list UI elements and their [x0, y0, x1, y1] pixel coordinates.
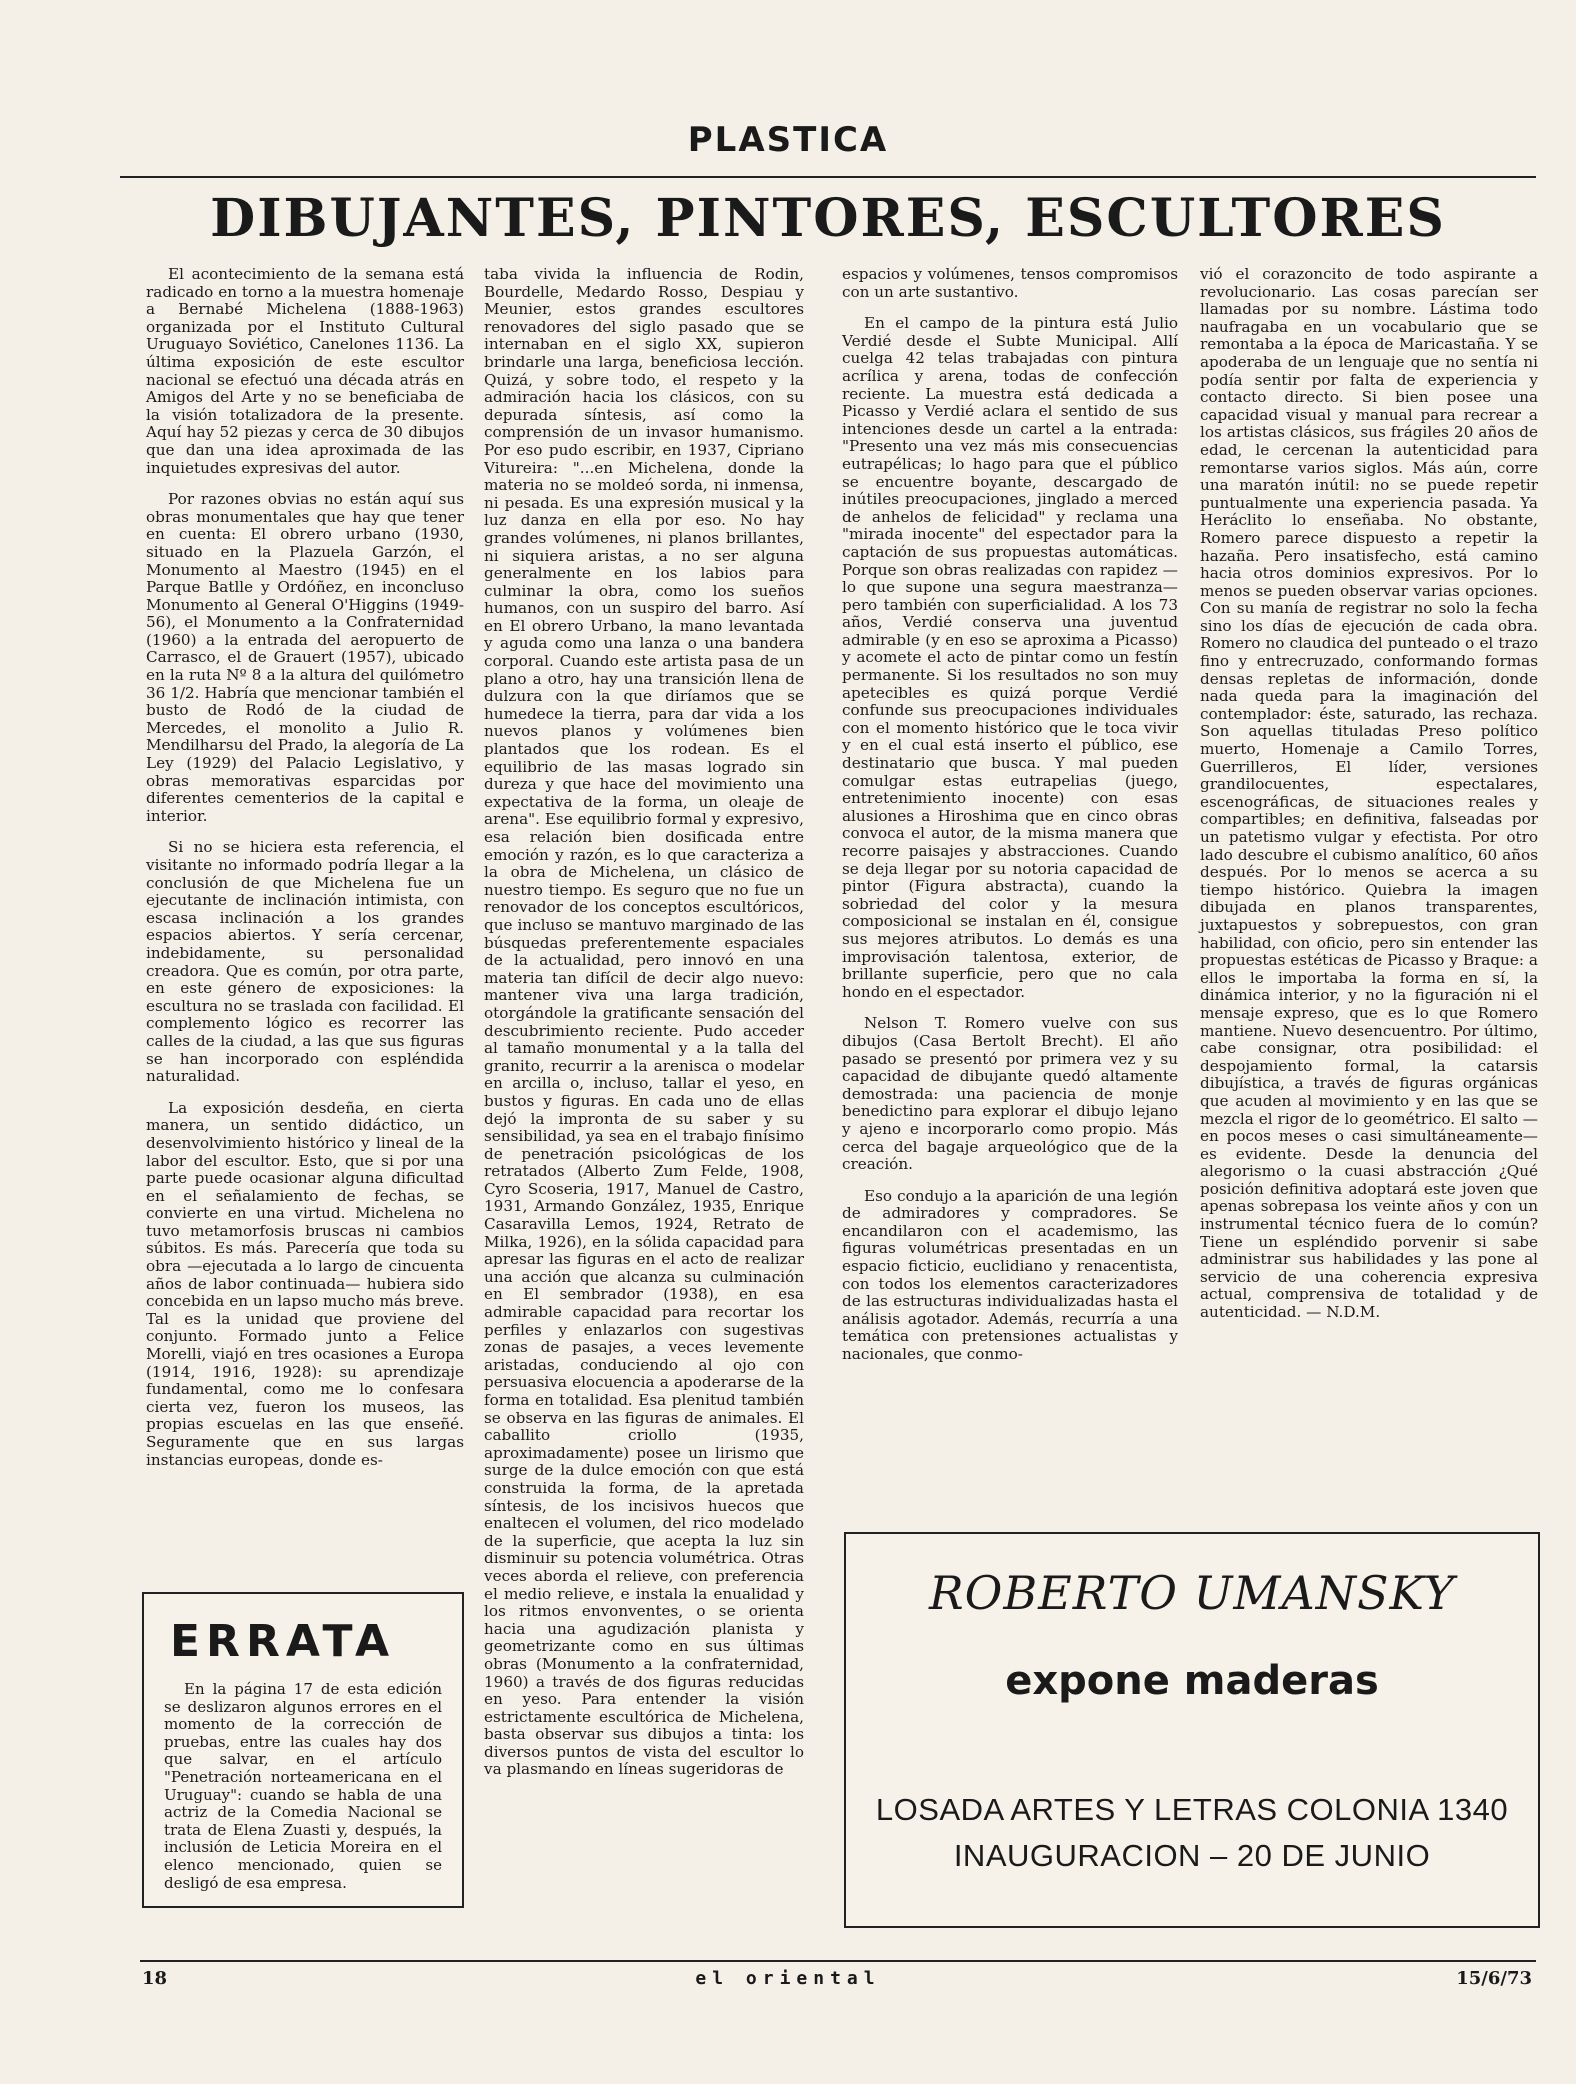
errata-box [142, 1592, 464, 1908]
article-column-3 [842, 266, 1178, 1476]
article-column-4 [1200, 266, 1538, 1496]
paragraph: taba vivida la influencia de Rodin, Bourdelle, Medardo Rosso, Despiau y Meunier, estos grandes escultores renovadores del siglo pasado que se internaban en el siglo XX, supieron brindarle una larga, beneficiosa lección. Quizá, y sobre todo, el respeto y la admiración hacia los clásicos, con su depurada síntesis, así como la comprensión de un invasor humanismo. Por eso pudo escribir, en 1937, Cipriano Vitureira: "...en Michelena, donde la materia no se moldeó sorda, ni inmensa, ni pesada. Es una expresión musical y la luz danza en ella por eso. No hay grandes volúmenes, ni planos brillantes, ni siquiera aristas, a no ser alguna generalmente en los labios para culminar la obra, como los sueños humanos, con un suspiro del barro. Así en El obrero Urbano, la mano levantada y aguda como una lanza o una bandera corporal. Cuando este artista pasa de un plano a otro, hay una transición llena de dulzura con la que diríamos que se humedece la tierra, para dar vida a los nuevos planos y volúmenes bien plantados que los rodean. Es el equilibrio de las masas logrado sin dureza y que hace del movimiento una expectativa de la forma, un oleaje de arena". Ese equilibrio formal y expresivo, esa relación bien dosificada entre emoción y razón, es lo que caracteriza a la obra de Michelena, un clásico de nuestro tiempo. Es seguro que no fue un renovador de los conceptos escultóricos, que incluso se mantuvo marginado de las búsquedas preferentemente espaciales de la actualidad, pero innovó en una materia tan difícil de decir algo nuevo: mantener viva una larga tradición, otorgándole la gratificante sensación del descubrimiento reciente. Pudo acceder al tamaño monumental y a la talla del granito, recurrir a la arenisca o modelar en arcilla o, incluso, tallar el yeso, en bustos y figuras. En cada uno de ellas dejó la impronta de su saber y su sensibilidad, ya sea en el trabajo finísimo de penetración psicológicas de los retratados (Alberto Zum Felde, 1908, Cyro Scoseria, 1917, Manuel de Castro, 1931, Armando González, 1935, Enrique Casaravilla Lemos, 1924, Retrato de Milka, 1926), en la sólida capacidad para apresar las figuras en el acto de realizar una acción que alcanza su culminación en El sembrador (1938), en esa admirable capacidad para recortar los perfiles y enlazarlos con sugestivas zonas de pasajes, a veces levemente aristadas, conduciendo al ojo con persuasiva elocuencia a apoderarse de la forma en totalidad. Esa plenitud también se observa en las figuras de animales. El caballito criollo (1935, aproximadamente) posee un lirismo que surge de la dulce emoción con que está construida la forma, de la apretada síntesis, de los incisivos huecos que enaltecen el volumen, del rico modelado de la superficie, que acepta la luz sin disminuir su potencia volumétrica. Otras veces aborda el relieve, con preferencia el medio relieve, e instala la enualidad y los ritmos envonventes, o se orienta hacia una agudización planista y geometrizante como en sus últimas obras (Monumento a la confraternidad, 1960) a través de dos figuras reducidas en yeso. Para entender la visión estrictamente escultórica de Michelena, basta observar sus dibujos a tinta: los diversos puntos de vista del escultor lo va plasmando en líneas sugeridoras de [484, 265, 804, 1779]
ad-artist-name: ROBERTO UMANSKY [929, 1566, 1455, 1620]
paragraph: Por razones obvias no están aquí sus obras monumentales que hay que tener en cuenta: El obrero urbano (1930, situado en la Plazuela Garzón, el Monumento al Maestro (1945) en el Parque Batlle y Ordóñez, en inconcluso Monumento al General O'Higgins (1949-56), el Monumento a la Confraternidad (1960) a la entrada del aeropuerto de Carrasco, el de Grauert (1957), ubicado en la ruta Nº 8 a la altura del quilómetro 36 1/2. Habría que mencionar también el busto de Rodó de la ciudad de Mercedes, el monolito a Julio R. Mendilharsu del Prado, la alegoría de La Ley (1929) del Palacio Legislativo, y obras memorativas esparcidas por diferentes cementerios de la capital e interior. [146, 490, 464, 825]
page-number: 18 [142, 1968, 168, 1989]
paragraph: espacios y volúmenes, tensos compromisos con un arte sustantivo. [842, 265, 1178, 301]
ad-venue: LOSADA ARTES Y LETRAS COLONIA 1340 [875, 1792, 1509, 1827]
article-column-1 [146, 266, 464, 1576]
errata-title: ERRATA [170, 1616, 396, 1667]
paragraph: vió el corazoncito de todo aspirante a revolucionario. Las cosas parecían ser llamadas por su nombre. Lástima todo naufragaba en un vocabulario que se remontaba a la época de Maricastaña. Y se apoderaba de un lenguaje que no sentía ni podía sentir por falta de experiencia y contacto directo. Si bien posee una capacidad visual y manual para recrear a los artistas clásicos, sus frágiles 20 años de edad, le cercenan la autenticidad para remontarse varios siglos. Más aún, corre una maratón inútil: no se puede repetir puntualmente una experiencia pasada. Ya Heráclito lo enseñaba. No obstante, Romero parece dispuesto a repetir la hazaña. Pero insatisfecho, está camino hacia otros dominios expresivos. Por lo menos se pueden observar varias opciones. Con su manía de registrar no solo la fecha sino los días de ejecución de cada obra. Romero no claudica del punteado o el trazo fino y entrecruzado, conformando formas densas repletas de información, donde nada queda para la imaginación del contemplador: éste, saturado, las rechaza. Son aquellas tituladas Preso político muerto, Homenaje a Camilo Torres, Guerrilleros, El líder, versiones grandilocuentes, espectalares, escenográficas, de situaciones reales y compartibles; en definitiva, falseadas por un patetismo vulgar y efectista. Por otro lado descubre el cubismo analítico, 60 años después. Por lo menos se acerca a su tiempo histórico. Quiebra la imagen dibujada en planos transparentes, juxtapuestos y sobrepuestos, con gran habilidad, con oficio, pero sin entender las propuestas estéticas de Picasso y Braque: a ellos le importaba la forma en sí, la dinámica interior, y no la figuración ni el mensaje expreso, que es lo que Romero mantiene. Nuevo desencuentro. Por último, cabe consignar, otra posibilidad: el despojamiento formal, la catarsis dibujística, a través de figuras orgánicas que acuden al movimiento y en las que se mezcla el rigor de lo geométrico. El salto —en pocos meses o casi simultáneamente— es evidente. Desde la denuncia del alegorismo o la cuasi abstracción ¿Qué posición definitiva adoptará este joven que apenas sobrepasa los veinte años y con un instrumental técnico fuera de lo común? Tiene un espléndido porvenir si sabe administrar sus habilidades y las pone al servicio de una coherencia expresiva actual, comprensiva de totalidad y de autenticidad. — N.D.M. [1200, 265, 1538, 1322]
section-label: PLASTICA [687, 120, 889, 160]
article-headline: DIBUJANTES, PINTORES, ESCULTORES [210, 188, 1446, 249]
paragraph: Nelson T. Romero vuelve con sus dibujos (Casa Bertolt Brecht). El año pasado se presentó por primera vez y su capacidad de dibujante quedó altamente demostrada: una paciencia de monje benedictino para explorar el dibujo lejano y ajeno e incorporarlo como propio. Más cerca del bagaje arqueológico que de la creación. [842, 1014, 1178, 1174]
paragraph: Eso condujo a la aparición de una legión de admiradores y compradores. Se encandilaron con el academismo, las figuras volumétricas presentadas en un espacio ficticio, euclidiano y renacentista, con todos los elementos caracterizadores de las estructuras individualizadas hasta el análisis agotador. Además, recurría a una temática con pretensiones actualistas y nacionales, que conmo- [842, 1186, 1178, 1364]
paragraph: Si no se hiciera esta referencia, el visitante no informado podría llegar a la conclusión de que Michelena fue un ejecutante de inclinación intimista, con escasa inclinación a los grandes espacios abiertos. Y sería cercenar, indebidamente, su personalidad creadora. Que es común, por otra parte, en este género de exposiciones: la escultura no se traslada con facilidad. El complemento lógico es recorrer las calles de la ciudad, a las que sus figuras se han incorporado con espléndida naturalidad. [146, 838, 464, 1086]
article-column-2 [484, 266, 804, 1926]
ad-opening: INAUGURACION – 20 DE JUNIO [953, 1838, 1431, 1873]
issue-date: 15/6/73 [1456, 1968, 1532, 1989]
paragraph: El acontecimiento de la semana está radicado en torno a la muestra homenaje a Bernabé Michelena (1888-1963) organizada por el Instituto Cultural Uruguayo Soviético, Canelones 1136. La última exposición de este escultor nacional se efectuó una década atrás en Amigos del Arte y no se beneficiaba de la visión totalizadora de la presente. Aquí hay 52 piezas y cerca de 30 dibujos que dan una idea aproximada de las inquietudes expresivas del autor. [146, 265, 464, 477]
paragraph: La exposición desdeña, en cierta manera, un sentido didáctico, un desenvolvimiento histórico y lineal de la labor del escultor. Esto, que si por una parte puede ocasionar alguna dificultad en el señalamiento de fechas, se convierte en una virtud. Michelena no tuvo metamorfosis bruscas ni cambios súbitos. Es más. Parecería que toda su obra —ejecutada a lo largo de cincuenta años de labor continuada— hubiera sido concebida en un lapso mucho más breve. Tal es la unidad que proviene del conjunto. Formado junto a Felice Morelli, viajó en tres ocasiones a Europa (1914, 1916, 1928): su aprendizaje fundamental, como me lo confesara cierta vez, fueron los museos, las propias escuelas en las que enseñé. Seguramente que en sus largas instancias europeas, donde es- [146, 1098, 464, 1469]
errata-text: En la página 17 de esta edición se deslizaron algunos errores en el momento de la corrección de pruebas, entre las cuales hay dos que salvar, en el artículo "Penetración norteamericana en el Uruguay": cuando se habla de una actriz de la Comedia Nacional se trata de Elena Zuasti y, después, la inclusión de Leticia Moreira en el elenco mencionado, quien se desligó de esa empresa. [164, 1680, 442, 1892]
exhibition-ad [844, 1532, 1540, 1928]
header-rule [120, 176, 1536, 178]
publication-name: el oriental [695, 1968, 881, 1989]
ad-subtitle: expone maderas [1005, 1658, 1379, 1704]
footer-rule [140, 1960, 1536, 1962]
paragraph: En el campo de la pintura está Julio Verdié desde el Subte Municipal. Allí cuelga 42 telas trabajadas con pintura acrílica y arena, todas de confección reciente. La muestra está dedicada a Picasso y Verdié aclara el sentido de sus intenciones desde un cartel a la entrada: "Presento una vez más mis consecuencias eutrapélicas; lo hago para que el público se encuentre boyante, descargado de inútiles preocupaciones, jinglado a merced de anhelos de felicidad" y reclama una "mirada inocente" del espectador para la captación de sus propuestas automáticas. Porque son obras realizadas con rapidez —lo que supone una segura maestranza— pero también con superficialidad. A los 73 años, Verdié conserva una juventud admirable (y en eso se aproxima a Picasso) y acomete el acto de pintar como un festín permanente. Si los resultados no son muy apetecibles es quizá porque Verdié confunde sus preocupaciones individuales con el momento histórico que le toca vivir y en el cual está inserto el público, ese destinatario que busca. Y mal pueden comulgar estas eutrapelias (juego, entretenimiento inocente) con esas alusiones a Hiroshima que en cinco obras convoca el autor, de la misma manera que recorre paisajes y abstracciones. Cuando se deja llegar por su notoria capacidad de pintor (Figura abstracta), cuando la sobriedad del color y la mesura composicional se instalan en él, consigue sus mejores atributos. Lo demás es una improvisación talentosa, exterior, de brillante superficie, pero que no cala hondo en el espectador. [842, 314, 1178, 1001]
